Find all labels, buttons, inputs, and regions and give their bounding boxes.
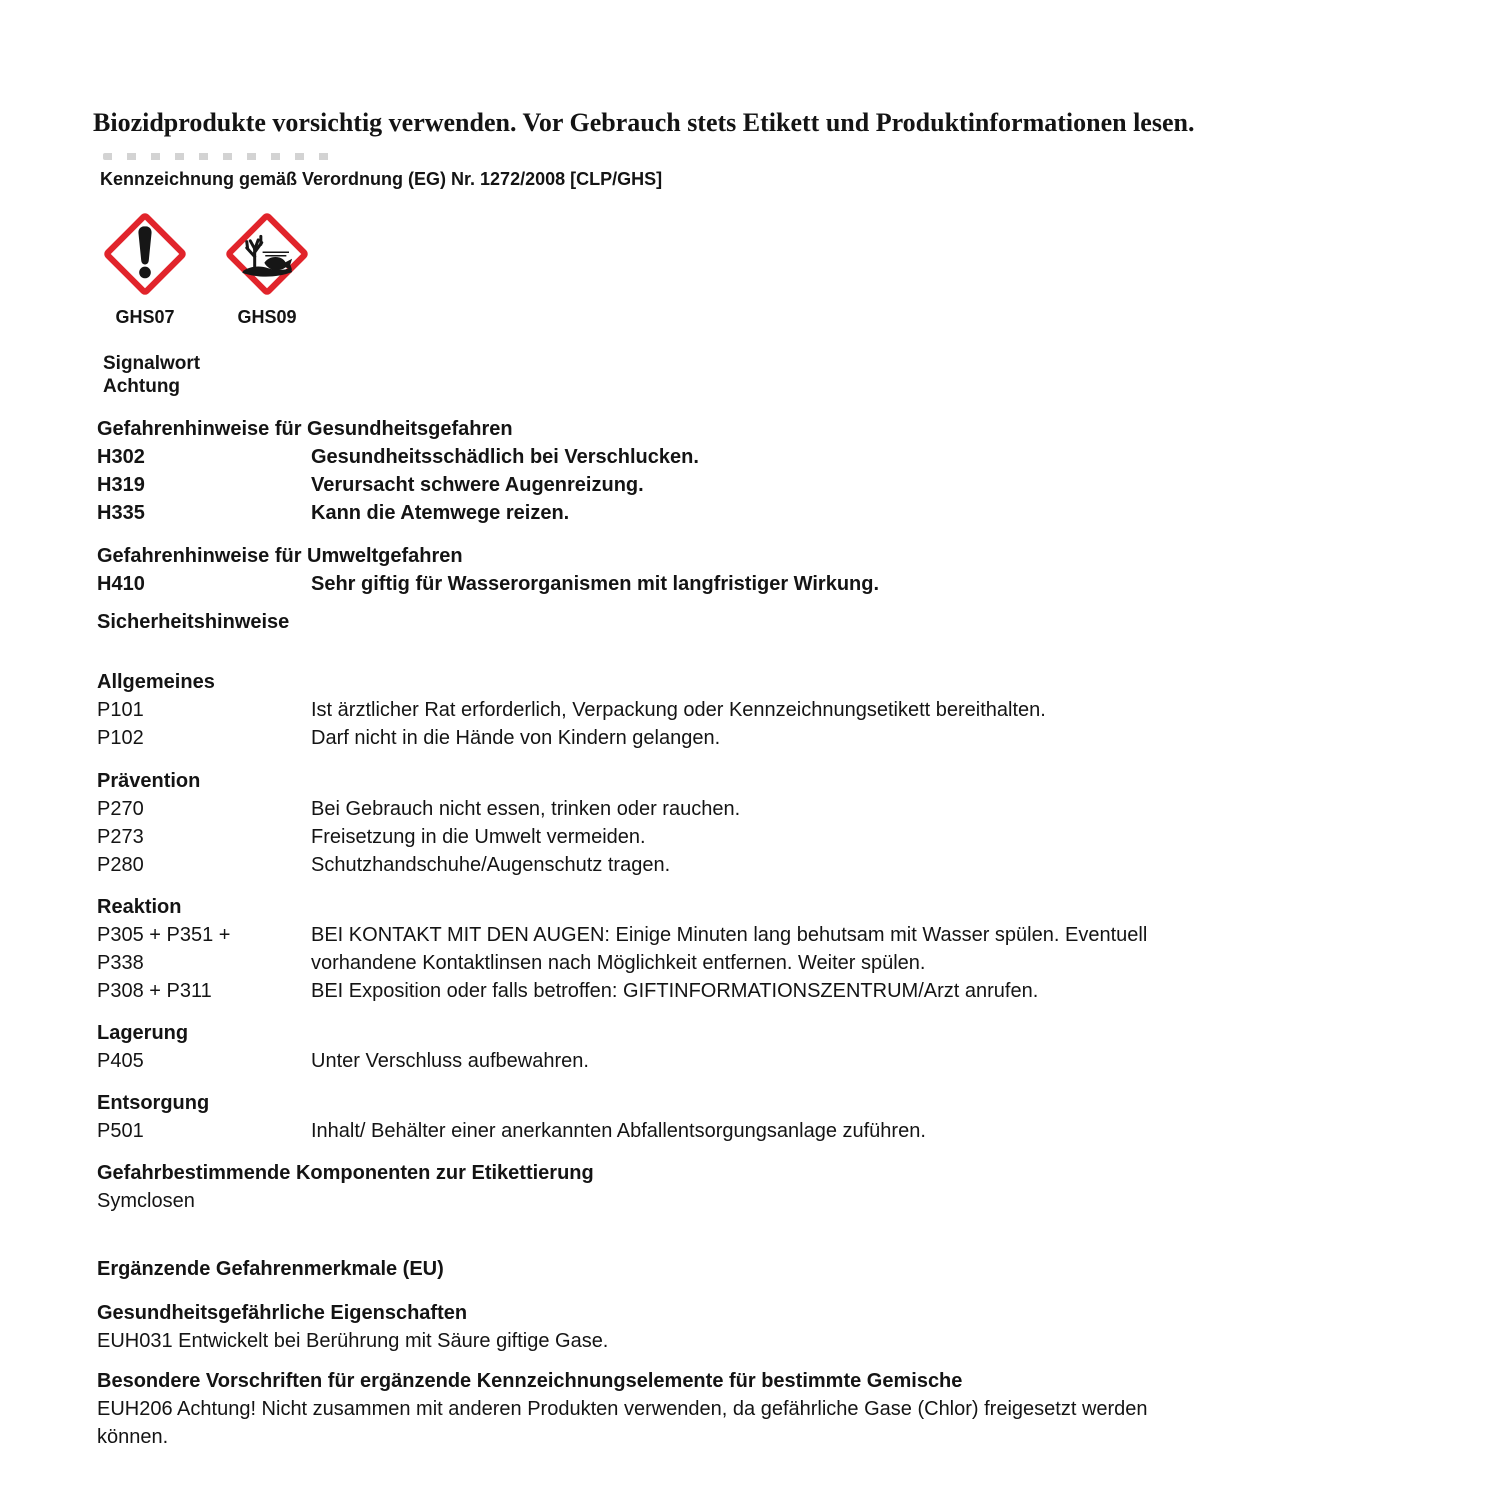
euh031-statement: EUH031 Entwickelt bei Berührung mit Säure giftige Gase. [97, 1330, 609, 1352]
precautionary-statement-row [97, 1117, 1420, 1145]
hazard-statement-row [97, 499, 1420, 527]
special-mixtures-heading: Besondere Vorschriften für ergänzende Kennzeichnungselemente für bestimmte Gemische [97, 1370, 963, 1392]
statement-code: P101 [97, 699, 144, 721]
labelling-component-name: Symclosen [97, 1190, 195, 1212]
hazard-statement-row [97, 471, 1420, 499]
statement-code: P102 [97, 727, 144, 749]
statement-text: Bei Gebrauch nicht essen, trinken oder rauchen. [311, 798, 741, 820]
statement-code: H319 [97, 474, 145, 496]
health-properties-heading: Gesundheitsgefährliche Eigenschaften [97, 1302, 468, 1324]
ghs-pictogram-row [99, 210, 1420, 328]
statement-text: Freisetzung in die Umwelt vermeiden. [311, 826, 646, 848]
statement-text: Verursacht schwere Augenreizung. [311, 474, 644, 496]
statement-code: H335 [97, 502, 145, 524]
statement-text: Kann die Atemwege reizen. [311, 502, 570, 524]
hazard-statement-row [97, 443, 1420, 471]
statement-text: Ist ärztlicher Rat erforderlich, Verpackung oder Kennzeichnungsetikett bereithalten. [311, 699, 1046, 721]
environment-hazard-icon [223, 210, 311, 298]
statement-code: P273 [97, 826, 144, 848]
precautionary-statement-row [97, 977, 1420, 1005]
statement-text: BEI KONTAKT MIT DEN AUGEN: Einige Minuten lang behutsam mit Wasser spülen. Eventuell vorhandene Kontaktlinsen nach Möglichkeit entfernen. Weiter spülen. [311, 924, 1148, 974]
group-title-entsorgung: Entsorgung [97, 1092, 210, 1114]
precautionary-statement-row [97, 1047, 1420, 1075]
precautionary-statement-row [97, 724, 1420, 752]
health-hazards-heading: Gefahrenhinweise für Gesundheitsgefahren [97, 418, 513, 440]
signal-word-value: Achtung [103, 376, 181, 397]
statement-code: H410 [97, 573, 145, 595]
ghs07-pictogram [99, 210, 191, 328]
statement-code: P308 + P311 [97, 980, 212, 1002]
hazard-statement-row [97, 570, 1420, 598]
exclamation-mark-icon [101, 210, 189, 298]
ghs07-label: GHS07 [115, 307, 175, 327]
environment-hazards-heading: Gefahrenhinweise für Umweltgefahren [97, 545, 463, 567]
precautionary-heading: Sicherheitshinweise [97, 611, 290, 633]
labelling-components-heading: Gefahrbestimmende Komponenten zur Etikettierung [97, 1162, 594, 1184]
precautionary-statement-row [97, 823, 1420, 851]
biocide-notice: Biozidprodukte vorsichtig verwenden. Vor Gebrauch stets Etikett und Produktinformationen lesen. [93, 108, 1195, 137]
group-title-reaktion: Reaktion [97, 896, 182, 918]
statement-text: BEI Exposition oder falls betroffen: GIFTINFORMATIONSZENTRUM/Arzt anrufen. [311, 980, 1039, 1002]
statement-text: Darf nicht in die Hände von Kindern gelangen. [311, 727, 721, 749]
cropped-text-artifact [103, 153, 341, 160]
statement-code: P280 [97, 854, 144, 876]
group-title-praevention: Prävention [97, 770, 201, 792]
statement-code: H302 [97, 446, 145, 468]
signal-word-label: Signalwort [103, 353, 201, 374]
group-title-allgemeines: Allgemeines [97, 671, 215, 693]
statement-text: Inhalt/ Behälter einer anerkannten Abfallentsorgungsanlage zuführen. [311, 1120, 926, 1142]
statement-text: Unter Verschluss aufbewahren. [311, 1050, 589, 1072]
statement-text: Sehr giftig für Wasserorganismen mit langfristiger Wirkung. [311, 573, 880, 595]
precautionary-statement-row [97, 851, 1420, 879]
group-title-lagerung: Lagerung [97, 1022, 189, 1044]
statement-code: P501 [97, 1120, 144, 1142]
euh206-statement: EUH206 Achtung! Nicht zusammen mit anderen Produkten verwenden, da gefährliche Gase (Chlor) freigesetzt werden können. [97, 1398, 1148, 1448]
statement-code: P270 [97, 798, 144, 820]
supplemental-eu-heading: Ergänzende Gefahrenmerkmale (EU) [97, 1258, 444, 1280]
ghs09-pictogram [221, 210, 313, 328]
precautionary-statement-row [97, 696, 1420, 724]
clp-regulation-heading: Kennzeichnung gemäß Verordnung (EG) Nr. 1272/2008 [CLP/GHS] [100, 169, 663, 189]
precautionary-statement-row [97, 921, 1420, 977]
statement-code: P405 [97, 1050, 144, 1072]
statement-code: P305 + P351 + P338 [97, 924, 231, 974]
precautionary-statement-row [97, 795, 1420, 823]
statement-text: Gesundheitsschädlich bei Verschlucken. [311, 446, 699, 468]
statement-text: Schutzhandschuhe/Augenschutz tragen. [311, 854, 671, 876]
signal-word-block [103, 352, 1420, 398]
ghs09-label: GHS09 [237, 307, 297, 327]
statements [97, 415, 1420, 1451]
